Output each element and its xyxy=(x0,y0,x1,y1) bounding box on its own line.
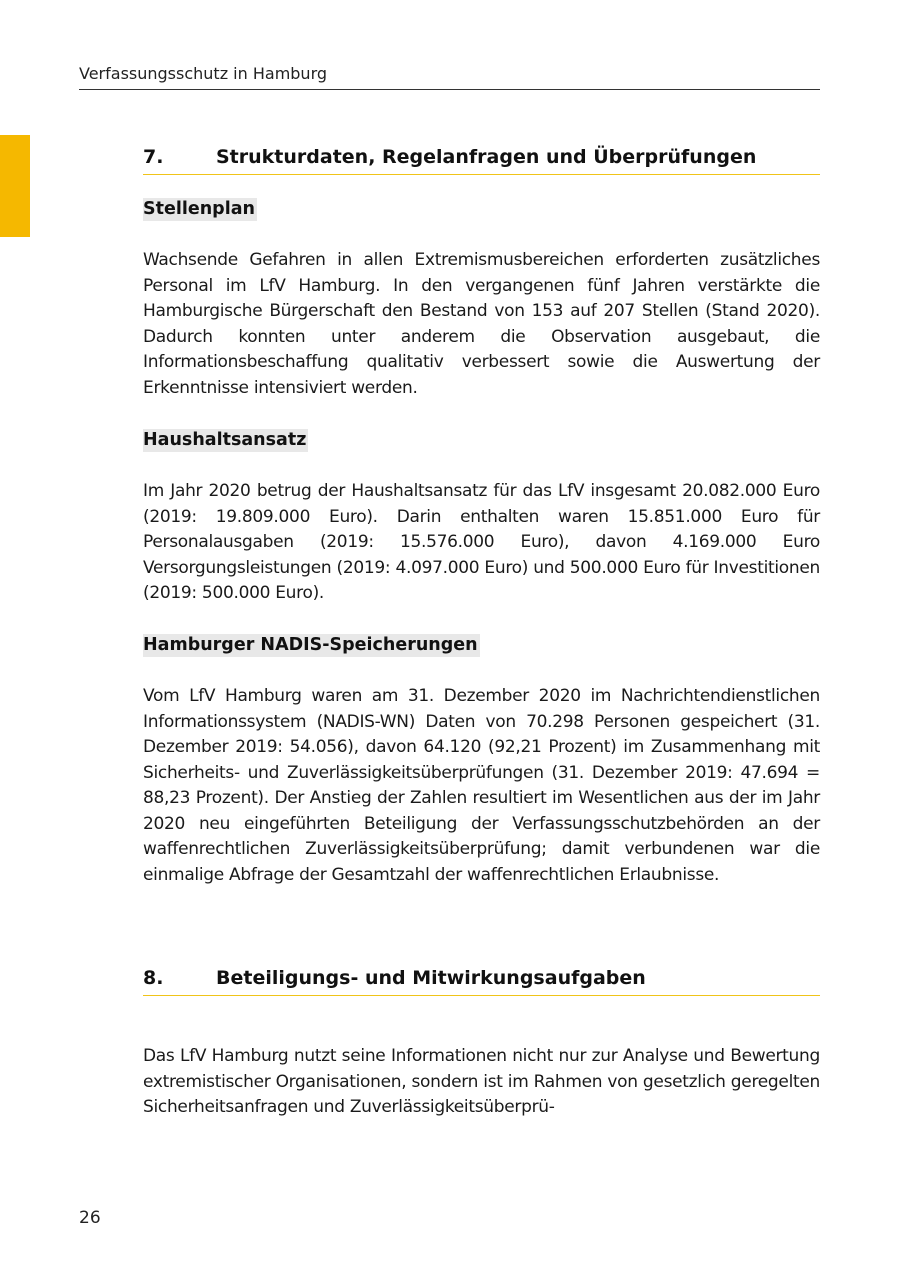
paragraph-nadis: Vom LfV Hamburg waren am 31. Dezember 2020 im Nachrichtendienstlichen Informationssystem (NADIS-WN) Daten von 70.298 Personen gespeichert (31. Dezember 2019: 54.056), davon 64.120 (92,21 Prozent) im Zusammenhang mit Sicherheits- und Zuverlässigkeitsüberprüfungen (31. Dezember 2019: 47.694 = 88,23 Prozent). Der Anstieg der Zahlen resultiert im Wesentlichen aus der im Jahr 2020 neu eingeführten Beteiligung der Verfassungsschutzbehörden an der waffenrechtlichen Zuverlässigkeitsüberprüfung; damit verbundenen war die einmalige Abfrage der Gesamtzahl der waffenrechtlichen Erlaubnisse. xyxy=(143,686,820,885)
running-header: Verfassungsschutz in Hamburg xyxy=(79,64,820,90)
section-title: Beteiligungs- und Mitwirkungsaufgaben xyxy=(216,967,646,989)
section-number: 8. xyxy=(143,967,164,989)
subheading-nadis: Hamburger NADIS-Speicherungen xyxy=(143,635,478,655)
section-title: Strukturdaten, Regelanfragen und Überprüfungen xyxy=(216,146,757,168)
paragraph-beteiligung: Das LfV Hamburg nutzt seine Informationen nicht nur zur Analyse und Bewertung extremistischer Organisationen, sondern ist im Rahmen von gesetzlich geregelten Sicherheitsanfragen und Zuverlässigkeitsüberprü- xyxy=(143,1046,820,1117)
subheading-stellenplan: Stellenplan xyxy=(143,199,255,219)
page-number: 26 xyxy=(79,1208,101,1228)
subheading-haushaltsansatz: Haushaltsansatz xyxy=(143,430,307,450)
section-number: 7. xyxy=(143,146,164,168)
paragraph-stellenplan: Wachsende Gefahren in allen Extremismusbereichen erforderten zusätzliches Personal im LfV Hamburg. In den vergangenen fünf Jahren verstärkte die Hamburgische Bürgerschaft den Bestand von 153 auf 207 Stellen (Stand 2020). Dadurch konnten unter anderem die Observation ausgebaut, die Informationsbeschaffung qualitativ verbessert sowie die Auswertung der Erkenntnisse intensiviert werden. xyxy=(143,250,820,398)
section-heading-7 xyxy=(143,146,820,175)
paragraph-haushaltsansatz: Im Jahr 2020 betrug der Haushaltsansatz für das LfV insgesamt 20.082.000 Euro (2019: 19.809.000 Euro). Darin enthalten waren 15.851.000 Euro für Personalausgaben (2019: 15.576.000 Euro), davon 4.169.000 Euro Versorgungsleistungen (2019: 4.097.000 Euro) und 500.000 Euro für Investitionen (2019: 500.000 Euro). xyxy=(143,481,820,603)
section-heading-8 xyxy=(143,967,820,996)
chapter-side-tab xyxy=(0,135,30,237)
